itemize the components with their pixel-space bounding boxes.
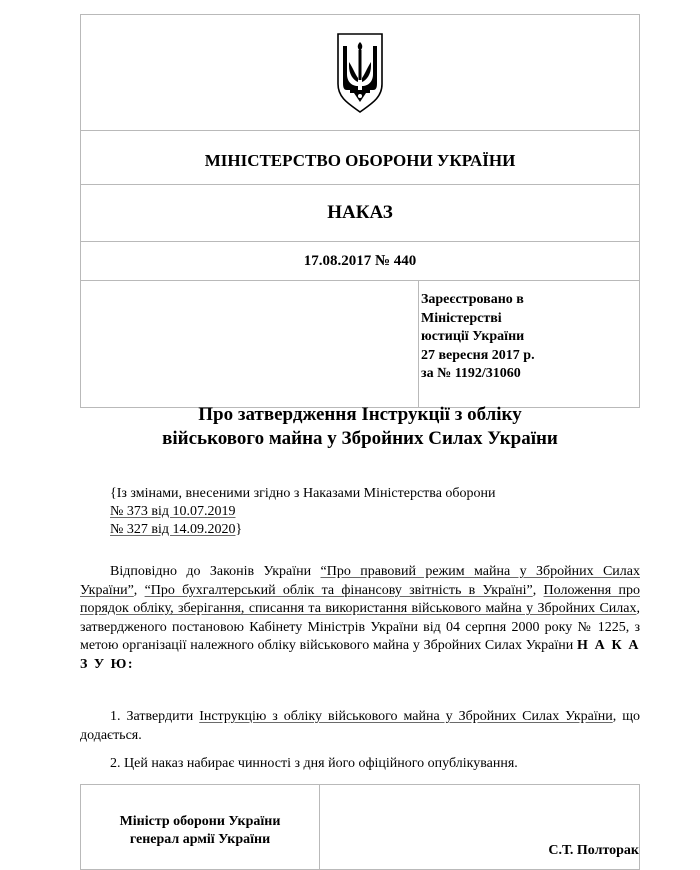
paragraph-item-2: 2. Цей наказ набирає чинності з дня його офіційного опублікування. (110, 756, 518, 771)
order-word: Н А К А З У Ю: (80, 638, 640, 672)
registration-line: Зареєстровано в (421, 292, 524, 307)
emblem-cell (81, 15, 640, 131)
signature-table (80, 784, 640, 870)
title-line: військового майна у Збройних Силах України (162, 428, 558, 449)
text-span: , (133, 582, 145, 598)
registration-line: Міністерстві (421, 310, 502, 326)
order-date-number: 17.08.2017 № 440 (81, 242, 640, 281)
document-title (80, 403, 640, 451)
law-link-accounting[interactable]: “Про бухгалтерський облік та фінансову звітність в Україні” (144, 582, 533, 598)
rank-line: генерал армії України (129, 831, 271, 847)
amendments-intro: {Із змінами, внесеними згідно з Наказами Міністерства оборони (110, 486, 496, 501)
regulation-link[interactable]: Положення про порядок обліку, зберігання, списання та використання військового майна у Збройних Силах (80, 582, 640, 616)
signatory-name: С.Т. Полторак (320, 785, 640, 870)
registration-line: за № 1192/31060 (421, 366, 521, 381)
position-line: Міністр оборони України (119, 813, 281, 829)
header-table (80, 14, 640, 408)
title-line: Про затвердження Інструкції з обліку (198, 404, 522, 425)
registration-line: 27 вересня 2017 р. (421, 347, 535, 363)
signatory-position (81, 785, 320, 870)
text-span: , що додається. (80, 709, 640, 743)
law-link-property-regime[interactable]: “Про правовий режим майна у Збройних Силах України” (80, 564, 640, 598)
ministry-name: МІНІСТЕРСТВО ОБОРОНИ УКРАЇНИ (81, 131, 640, 185)
amendments-close: } (235, 522, 243, 537)
instruction-link[interactable]: Інструкцію з обліку військового майна у Збройних Силах України (199, 709, 613, 724)
registration-line: юстиції України (421, 329, 525, 344)
amendments-note (110, 485, 640, 539)
amendment-link-327[interactable]: № 327 від 14.09.2020 (110, 522, 236, 537)
document-type: НАКАЗ (81, 185, 640, 242)
registration-stamp (419, 281, 640, 408)
text-span: 1. Затвердити (110, 709, 200, 724)
amendment-link-373[interactable]: № 373 від 10.07.2019 (110, 504, 236, 519)
text-span: , (532, 582, 544, 598)
paragraph-preamble (80, 563, 640, 674)
ukraine-trident-emblem-icon (335, 32, 385, 114)
text-span: Відповідно до Законів України (110, 564, 321, 579)
text-span: , затвердженого постановою Кабінету Міністрів України від 04 серпня 2000 року № 1225, з метою організації належного обліку військового майна у Збройних Силах України (80, 601, 640, 653)
empty-cell (81, 281, 419, 408)
paragraph-item-1 (80, 708, 640, 745)
